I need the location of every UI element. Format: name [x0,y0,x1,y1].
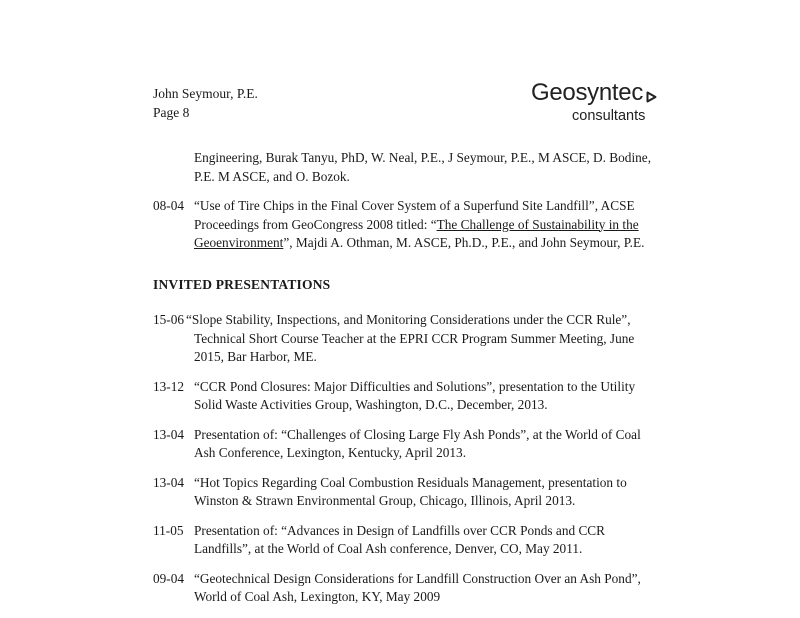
section-heading: INVITED PRESENTATIONS [153,276,331,292]
entry-date: 13-12 [153,378,185,394]
publication-underlined-title: The Challenge of Sustainability in the Geoenvironment [194,216,639,250]
publication-text-pre: “Use of Tire Chips in the Final Cover System of a Superfund Site Landfill”, ACSE Proceedings from GeoCongress 2008 titled: “ [194,198,635,232]
presentation-entry [153,378,653,415]
presentation-entry [153,311,653,367]
entry-text: “Slope Stability, Inspections, and Monitoring Considerations under the CCR Rule”, Technical Short Course Teacher at the EPRI CCR Program Summer Meeting, June 2015, Bar Harbor, ME. [186,312,635,364]
page-number: Page 8 [153,105,190,120]
entry-text: “CCR Pond Closures: Major Difficulties and Solutions”, presentation to the Utility Solid Waste Activities Group, Washington, D.C., December, 2013. [194,378,636,412]
publication-entry [153,197,653,253]
presentation-entry [153,570,653,607]
entry-date: 11-05 [153,522,184,538]
entry-text: “Geotechnical Design Considerations for Landfill Construction Over an Ash Pond”, World of Coal Ash, Lexington, KY, May 2009 [194,570,641,604]
presentation-entry [153,522,653,559]
entry-text: Presentation of: “Challenges of Closing Large Fly Ash Ponds”, at the World of Coal Ash Conference, Lexington, Kentucky, April 2013. [194,426,641,460]
logo-subtitle: consultants [572,108,646,124]
entry-date: 13-04 [153,474,185,490]
entry-text: Presentation of: “Advances in Design of Landfills over CCR Ponds and CCR Landfills”, at the World of Coal Ash conference, Denver, CO, May 2011. [194,522,606,556]
entry-text [194,197,653,253]
geosyntec-triangle-icon [646,82,657,110]
author-name: John Seymour, P.E. [153,86,258,101]
continuation-text: Engineering, Burak Tanyu, PhD, W. Neal, P.E., J Seymour, P.E., M ASCE, D. Bodine, P.E. M ASCE, and O. Bozok. [194,150,652,184]
publication-text-post: ”, Majdi A. Othman, M. ASCE, Ph.D., P.E., and John Seymour, P.E. [283,235,645,250]
entry-date: 08-04 [153,198,185,213]
entry-date: 15-06 [153,312,185,327]
presentation-entry [153,426,653,463]
document-body [153,149,653,618]
entry-date: 09-04 [153,570,185,586]
entry-text: “Hot Topics Regarding Coal Combustion Residuals Management, presentation to Winston & Strawn Environmental Group, Chicago, Illinois, April 2013. [194,474,627,508]
presentation-entry [153,474,653,511]
logo-brand: Geosyntec [531,79,644,106]
entry-date: 13-04 [153,426,185,442]
page-header [153,84,258,122]
company-logo [531,79,671,124]
